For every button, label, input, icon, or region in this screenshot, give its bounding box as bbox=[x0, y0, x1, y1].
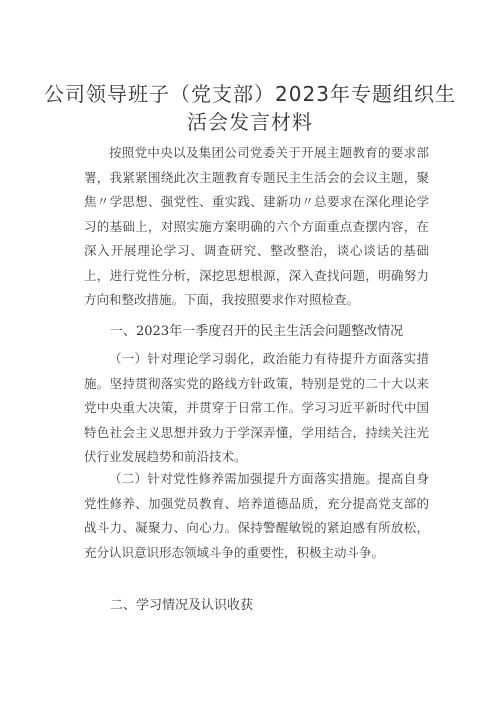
section1-paragraph-1: （一）针对理论学习弱化，政治能力有待提升方面落实措施。坚持贯彻落实党的路线方针政策，特别是党的二十大以来党中央重大决策，并贯穿于日常工作。学习习近平新时代中国特色社会主义思想并致力于学深弄懂，学用结合，持续关注光伏行业发展趋势和前沿技术。 bbox=[84, 351, 429, 464]
section-heading-2: 二、学习情况及认识收获 bbox=[110, 598, 254, 613]
section1-paragraph-2: （二）针对党性修养需加强提升方面落实措施。提高自身党性修养、加强党员教育、培养道德品质，充分提高党支部的战斗力、凝聚力、向心力。保持警醒敏锐的紧迫感有所放松，充分认识意识形态领域斗争的重要性，积极主动斗争。 bbox=[84, 471, 429, 560]
document-title-line1: 公司领导班子（党支部）2023年专题组织生 bbox=[44, 82, 456, 106]
intro-paragraph: 按照党中央以及集团公司党委关于开展主题教育的要求部署，我紧紧围绕此次主题教育专题民主生活会的会议主题，聚焦〃学思想、强党性、重实践、建新功〃总要求在深化理论学习的基础上，对照实施方案明确的六个方面重点查摆内容，在深入开展理论学习、调查研究、整改整治，谈心谈话的基础上，进行党性分析，深挖思想根源，深入查找问题，明确努力方向和整改措施。下面，我按照要求作对照检查。 bbox=[84, 145, 429, 307]
section-heading-1: 一、2023年一季度召开的民主生活会问题整改情况 bbox=[110, 324, 404, 339]
document-title-line2: 活会发言材料 bbox=[187, 110, 313, 134]
